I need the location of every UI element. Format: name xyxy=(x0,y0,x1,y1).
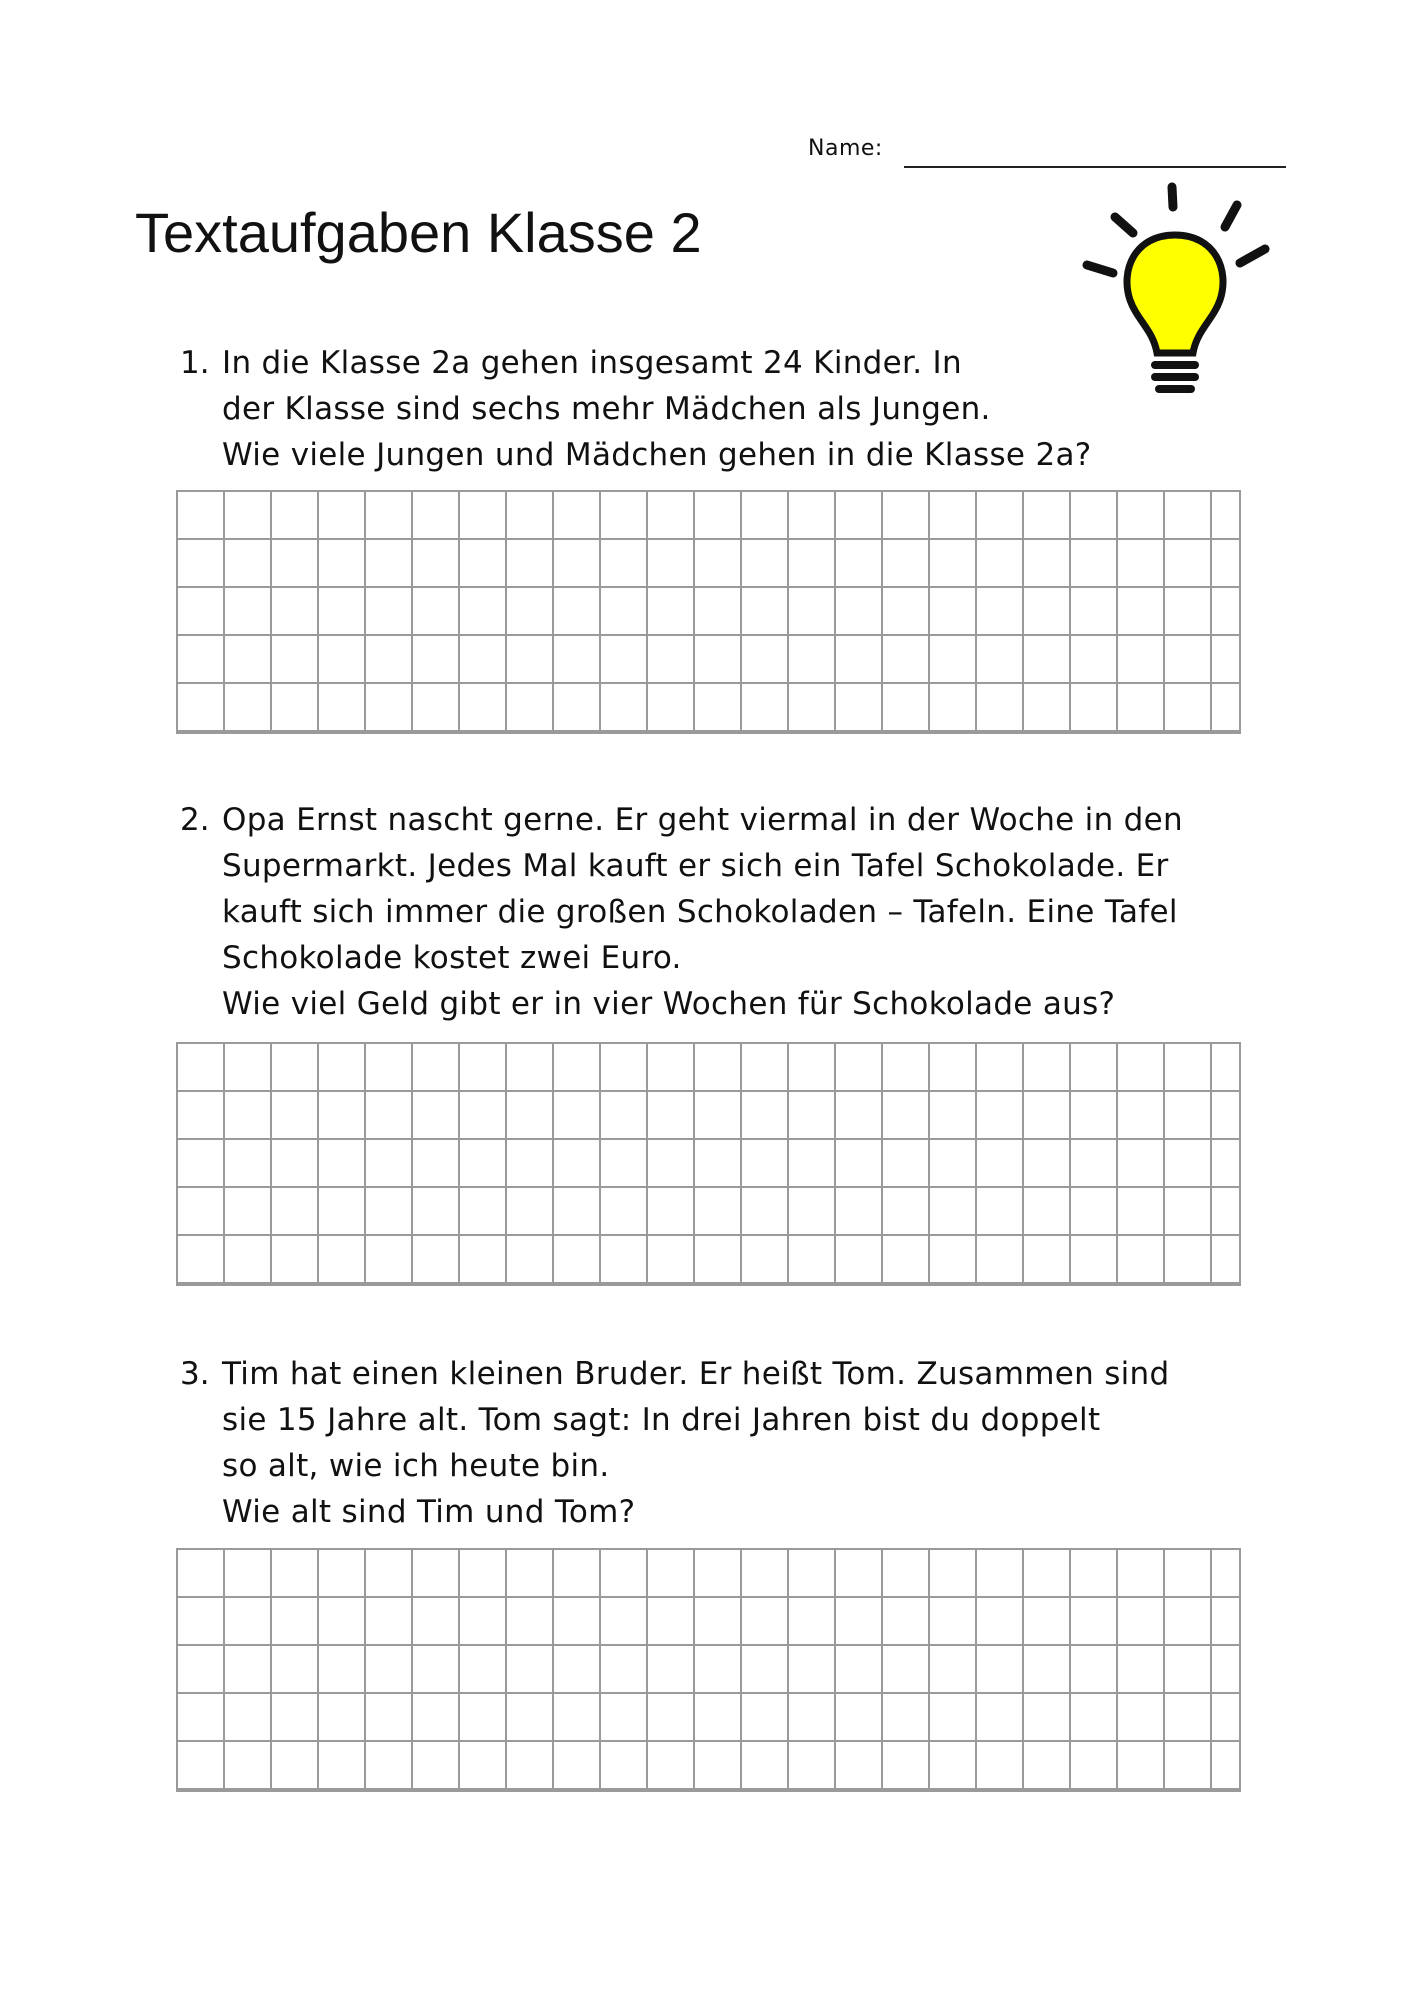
task-text-line: Wie viel Geld gibt er in vier Wochen für Schokolade aus? xyxy=(222,986,1116,1022)
task-text-line: so alt, wie ich heute bin. xyxy=(222,1448,610,1484)
task-text-line: Wie alt sind Tim und Tom? xyxy=(222,1494,636,1530)
name-field-line[interactable] xyxy=(904,166,1286,168)
name-label: Name: xyxy=(808,136,883,161)
task-number: 1. xyxy=(180,345,210,381)
task-text-line: In die Klasse 2a gehen insgesamt 24 Kinder. In xyxy=(222,345,962,381)
lightbulb-icon xyxy=(1075,175,1275,395)
task-text-line: Wie viele Jungen und Mädchen gehen in die Klasse 2a? xyxy=(222,437,1092,473)
task-text-line: Schokolade kostet zwei Euro. xyxy=(222,940,682,976)
task-text-line: Opa Ernst nascht gerne. Er geht viermal in der Woche in den xyxy=(222,802,1183,838)
page-title: Textaufgaben Klasse 2 xyxy=(135,201,702,264)
task-text-line: sie 15 Jahre alt. Tom sagt: In drei Jahren bist du doppelt xyxy=(222,1402,1101,1438)
task-number: 2. xyxy=(180,802,210,838)
answer-grid-2[interactable] xyxy=(176,1042,1241,1286)
task-text-line: Tim hat einen kleinen Bruder. Er heißt Tom. Zusammen sind xyxy=(222,1356,1170,1392)
task-number: 3. xyxy=(180,1356,210,1392)
task-text-line: Supermarkt. Jedes Mal kauft er sich ein Tafel Schokolade. Er xyxy=(222,848,1169,884)
answer-grid-1[interactable] xyxy=(176,490,1241,734)
answer-grid-3[interactable] xyxy=(176,1548,1241,1792)
task-text-line: kauft sich immer die großen Schokoladen – Tafeln. Eine Tafel xyxy=(222,894,1178,930)
task-text-line: der Klasse sind sechs mehr Mädchen als Jungen. xyxy=(222,391,991,427)
